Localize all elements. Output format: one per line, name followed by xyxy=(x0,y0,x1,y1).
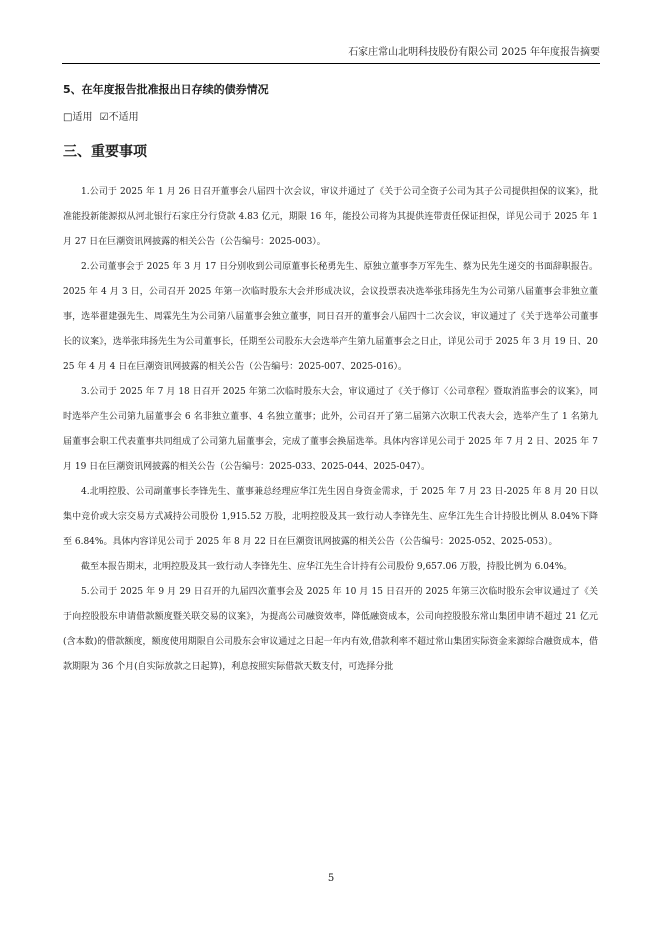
page-header xyxy=(62,46,600,60)
option-not-applicable: ☑不适用 xyxy=(99,112,139,123)
bond-applicability-options xyxy=(63,111,139,125)
option-applicable: □适用 xyxy=(63,112,93,123)
paragraph-2: 2.公司董事会于 2025 年 3 月 17 日分别收到公司原董事长秘勇先生、原独立董事李万军先生、蔡为民先生递交的书面辞职报告。2025 年 4 月 3 日，公司召开 2025 年第一次临时股东大会并形成决议，会议投票表决选举张玮扬先生为公司第八届董事会非独立董事，选举翟建强先生、周霖先生为公司第八届董事会独立董事，同日召开的董事会八届四十二次会议，审议通过了《关于选举公司董事长的议案》，选举张玮扬先生为公司董事长，任期至公司股东大会选举产生第九届董事会之日止，详见公司于 2025 年 3 月 19 日、2025 年 4 月 4 日在巨潮资讯网披露的相关公告（公告编号：2025-007、2025-016）。 xyxy=(63,262,598,372)
section-3-title: 三、重要事项 xyxy=(63,144,147,160)
paragraph-5: 5.公司于 2025 年 9 月 29 日召开的九届四次董事会及 2025 年 10 月 15 日召开的 2025 年第三次临时股东会审议通过了《关于向控股股东申请借款额度暨关联交易的议案》，为提高公司融资效率，降低融资成本，公司向控股股东常山集团申请不超过 21 亿元(含本数)的借款额度，额度使用期限自公司股东会审议通过之日起一年内有效,借款利率不超过常山集团实际资金来源综合融资成本，借款期限为 36 个月(自实际放款之日起算)，利息按照实际借款天数支付，可选择分批 xyxy=(63,587,598,672)
paragraph-3: 3.公司于 2025 年 7 月 18 日召开 2025 年第二次临时股东大会，审议通过了《关于修订〈公司章程〉暨取消监事会的议案》，同时选举产生公司第九届董事会 6 名非独立董事、4 名独立董事；此外，公司召开了第二届第六次职工代表大会，选举产生了 1 名第九届董事会职工代表董事共同组成了公司第九届董事会，完成了董事会换届选举。具体内容详见公司于 2025 年 7 月 2 日、2025 年 7 月 19 日在巨潮资讯网披露的相关公告（公告编号：2025-033、2025-044、2025-047）。 xyxy=(63,387,598,472)
paragraph-1: 1.公司于 2025 年 1 月 26 日召开董事会八届四十次会议，审议并通过了《关于公司全资子公司为其子公司提供担保的议案》，批准能投新能源拟从河北银行石家庄分行贷款 4.83 亿元，期限 16 年，能投公司将为其提供连带责任保证担保，详见公司于 2025 年 1 月 27 日在巨潮资讯网披露的相关公告（公告编号：2025-003）。 xyxy=(63,187,598,247)
important-matters-body xyxy=(63,180,598,680)
header-divider xyxy=(62,63,600,64)
paragraph-4: 4.北明控股、公司副董事长李锋先生、董事兼总经理应华江先生因自身资金需求，于 2025 年 7 月 23 日-2025 年 8 月 20 日以集中竞价或大宗交易方式减持公司股份 1,915.52 万股，北明控股及其一致行动人李锋先生、应华江先生合计持股比例从 8.04%下降至 6.84%。具体内容详见公司于 2025 年 8 月 22 日在巨潮资讯网披露的相关公告（公告编号：2025-052、2025-053）。 xyxy=(63,487,598,547)
header-title: 石家庄常山北明科技股份有限公司 2025 年年度报告摘要 xyxy=(348,47,600,58)
section-5-title: 5、在年度报告批准报出日存续的债券情况 xyxy=(63,83,269,96)
paragraph-4-note: 截至本报告期末，北明控股及其一致行动人李锋先生、应华江先生合计持有公司股份 9,657.06 万股，持股比例为 6.04%。 xyxy=(81,562,573,572)
page-number: 5 xyxy=(327,873,335,884)
